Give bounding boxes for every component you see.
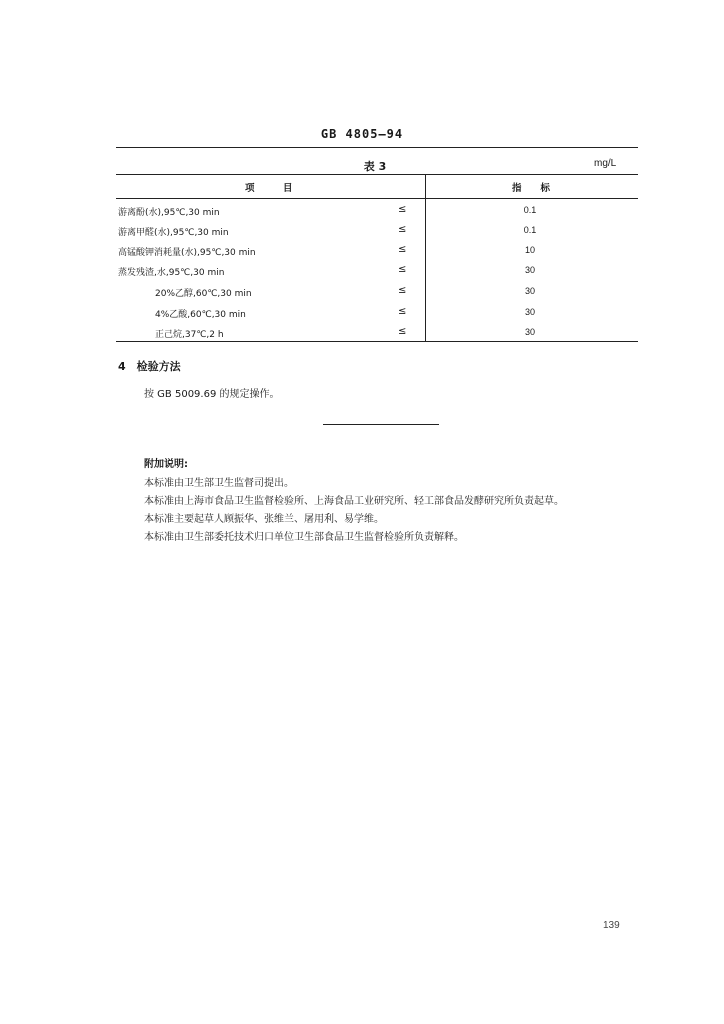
table-header-rule [116,198,638,199]
section-end-rule [323,424,439,425]
table-row [0,286,724,306]
notes-line: 本标准主要起草人顾振华、张维兰、屠用利、易学维。 [144,514,384,525]
row-limit-symbol: ≤ [398,326,407,337]
row-value: 0.1 [523,205,537,215]
row-item: 4%乙酸,60℃,30 min [155,310,246,320]
row-value: 10 [524,245,535,255]
table-title: 表 3 [363,160,387,173]
section-4-text: 按 GB 5009.69 的规定操作。 [144,389,280,400]
notes-title: 附加说明: [144,459,188,470]
row-limit-symbol: ≤ [398,285,407,296]
table-top-rule [116,174,638,175]
row-item: 游离酚(水),95℃,30 min [118,208,220,218]
row-limit-symbol: ≤ [398,306,407,317]
table-bottom-rule [116,341,638,342]
table-row [0,205,724,225]
row-value: 30 [524,286,535,296]
row-item: 20%乙醇,60℃,30 min [155,289,252,299]
row-value: 30 [524,327,535,337]
notes-line: 本标准由卫生部卫生监督司提出。 [144,478,294,489]
table-row [0,245,724,265]
column-header-value: 指 标 [512,183,551,194]
row-value: 30 [524,265,535,275]
table-row [0,265,724,285]
row-item: 高锰酸钾消耗量(水),95℃,30 min [118,248,256,258]
row-value: 30 [524,307,535,317]
section-4-title: 4 检验方法 [118,360,181,373]
notes-line: 本标准由上海市食品卫生监督检验所、上海食品工业研究所、轻工部食品发酵研究所负责起草。 [144,496,564,507]
page-header: GB 4805—94 [320,127,404,141]
row-item: 游离甲醛(水),95℃,30 min [118,228,229,238]
table-unit: mg/L [594,158,617,169]
row-limit-symbol: ≤ [398,264,407,275]
header-rule [116,147,638,148]
page-number: 139 [603,920,620,931]
table-row [0,225,724,245]
row-limit-symbol: ≤ [398,204,407,215]
row-limit-symbol: ≤ [398,224,407,235]
table-row [0,307,724,327]
notes-line: 本标准由卫生部委托技术归口单位卫生部食品卫生监督检验所负责解释。 [144,532,464,543]
row-value: 0.1 [523,225,537,235]
row-limit-symbol: ≤ [398,244,407,255]
table-row [0,327,724,347]
column-header-item: 项 目 [245,183,293,194]
row-item: 正己烷,37℃,2 h [155,330,224,340]
row-item: 蒸发残渣,水,95℃,30 min [118,268,225,278]
